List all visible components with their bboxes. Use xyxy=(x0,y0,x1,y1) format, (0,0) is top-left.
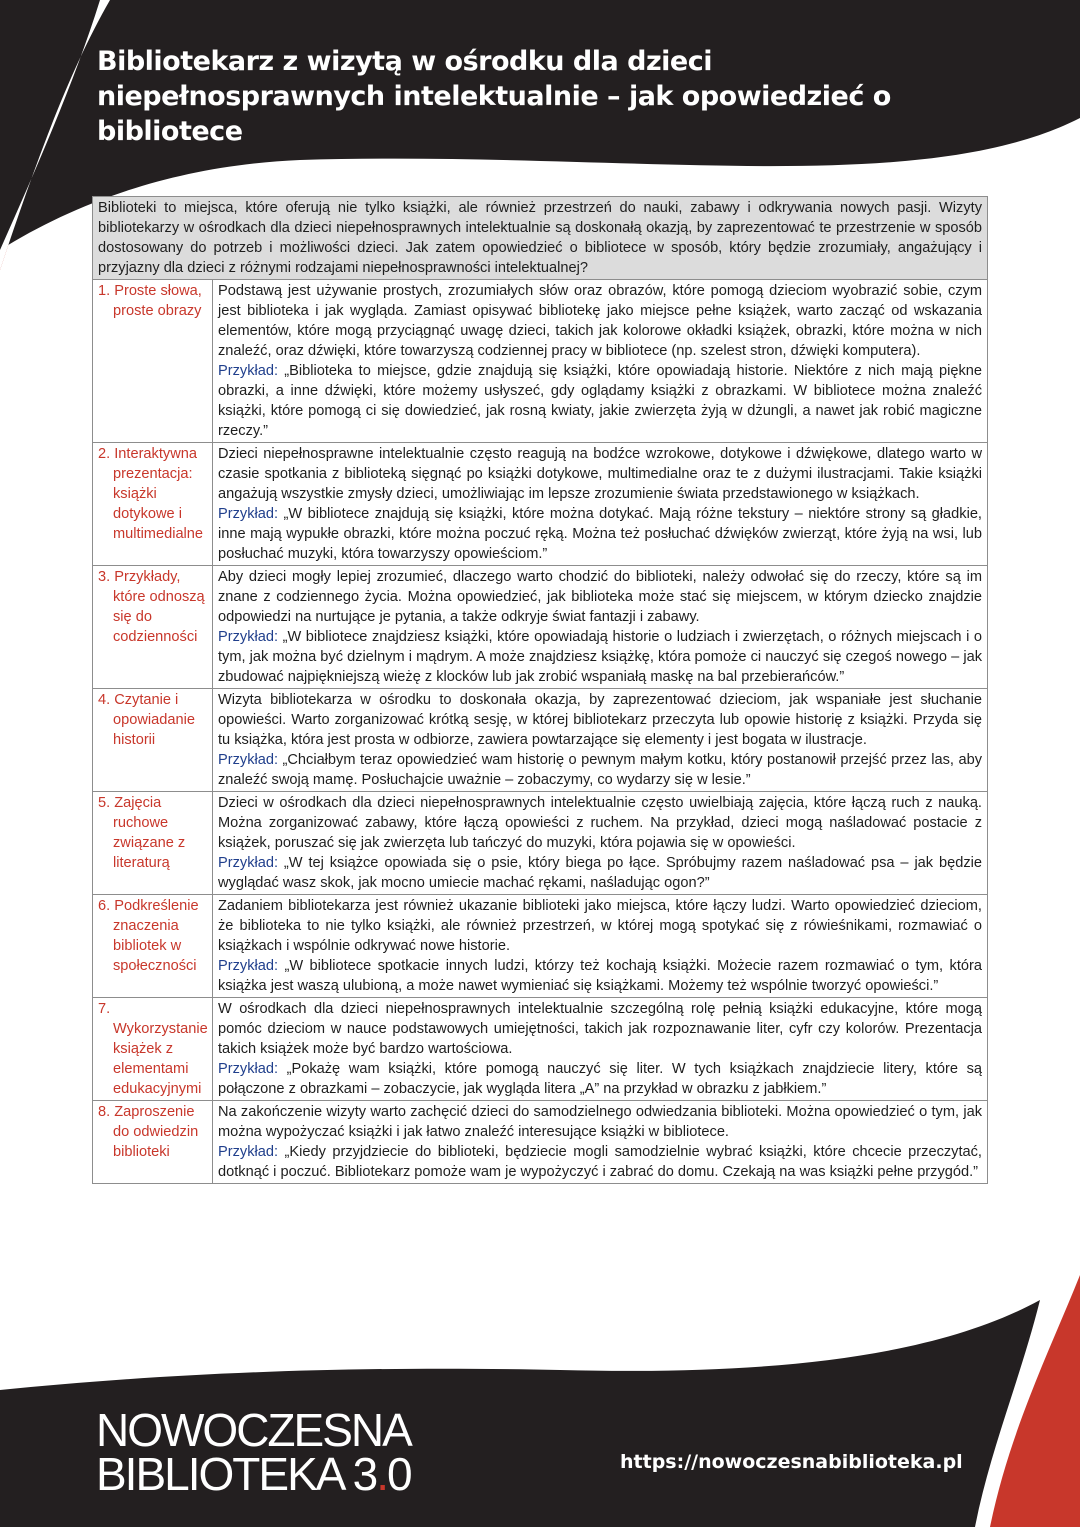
row-content xyxy=(213,895,988,998)
row-content xyxy=(213,792,988,895)
example-label: Przykład: xyxy=(218,629,279,645)
row-label xyxy=(93,1101,213,1184)
row-content xyxy=(213,566,988,689)
example-label: Przykład: xyxy=(218,855,279,871)
example-text: „W bibliotece spotkacie innych ludzi, którzy też kochają książki. Możecie razem rozmawiać o tym, która książka jest waszą ulubioną, a może nawet wymieniać się książkami. Możemy też wspólnie tworzyć opowieści.” xyxy=(218,958,982,994)
row-label-text: 1. Proste słowa, proste obrazy xyxy=(98,283,202,319)
example-label: Przykład: xyxy=(218,1144,279,1160)
table-row xyxy=(93,895,988,998)
logo-line-2 xyxy=(96,1448,426,1500)
row-label-text: 7. Wykorzystanie książek z elementami edukacyjnymi xyxy=(98,1001,208,1097)
row-text: Wizyta bibliotekarza w ośrodku to doskonała okazja, by zaprezentować dzieciom, jak wspaniałe jest słuchanie opowieści. Warto zorganizować krótką sesję, w której bibliotekarz przeczyta lub opowie historię z książki. Przyda się tu książka, która jest prosta w odbiorze, zawiera powtarzające się elementy i jest bogata w ilustracje. xyxy=(218,692,982,748)
example-label: Przykład: xyxy=(218,1061,279,1077)
table-row xyxy=(93,689,988,792)
row-label xyxy=(93,280,213,443)
example-label: Przykład: xyxy=(218,363,279,379)
logo-line-2-text: BIBLIOTEKA 3 xyxy=(96,1448,377,1500)
intro-text: Biblioteki to miejsca, które oferują nie tylko książki, ale również przestrzeń do nauki, zabawy i odkrywania nowych pasji. Wizyty bibliotekarzy w ośrodkach dla dzieci niepełnosprawnych intelektualnie są doskonałą okazją, by zaprezentować te przestrzenie w sposób dostosowany do potrzeb i możliwości dzieci. Jak zatem opowiedzieć o bibliotece w sposób, który będzie zrozumiały, angażujący i przyjazny dla dzieci z różnymi rodzajami niepełnosprawności intelektualnej? xyxy=(93,197,988,280)
row-label xyxy=(93,689,213,792)
row-label xyxy=(93,998,213,1101)
row-text: W ośrodkach dla dzieci niepełnosprawnych intelektualnie szczególną rolę pełnią książki edukacyjne, które mogą pomóc dzieciom w nauce podstawowych umiejętności, takich jak rozpoznawanie liter, cyfr czy kolorów. Prezentacja takich książek może być bardzo wartościowa. xyxy=(218,1001,982,1057)
table-row xyxy=(93,280,988,443)
row-label-text: 5. Zajęcia ruchowe związane z literaturą xyxy=(98,795,186,871)
example-label: Przykład: xyxy=(218,752,279,768)
content-table xyxy=(92,196,988,1184)
example-text: „Kiedy przyjdziecie do biblioteki, będziecie mogli samodzielnie wybrać książki, które chcecie przeczytać, dotknąć i poczuć. Bibliotekarz pomoże wam je wypożyczyć i zabrać do domu. Czekają na was książki pełne przygód.” xyxy=(218,1144,982,1180)
page-title: Bibliotekarz z wizytą w ośrodku dla dzieci niepełnosprawnych intelektualnie – jak opowiedzieć o bibliotece xyxy=(97,46,891,147)
example-text: „Biblioteka to miejsce, gdzie znajdują się książki, które opowiadają historie. Niektóre z nich mają piękne obrazki, a inne dźwięki, które możemy usłyszeć, gdy oglądamy książki z obrazkami. W bibliotece można znaleźć książki, które pomogą ci się dowiedzieć, jak rosną kwiaty, jakie zwierzęta żyją w dżungli, a nawet jak robić magiczne rzeczy.” xyxy=(218,363,982,439)
row-label-text: 4. Czytanie i opowiadanie historii xyxy=(98,692,195,748)
row-label xyxy=(93,443,213,566)
row-text: Podstawą jest używanie prostych, zrozumiałych słów oraz obrazów, które pomogą dzieciom wyobrazić sobie, czym jest biblioteka i jak wygląda. Zamiast opisywać bibliotekę jako miejsce pełne książek, warto zacząć od wskazania elementów, które mogą przyciągnąć uwagę dzieci, takich jak kolorowe okładki książek, obrazki, które można w nich znaleźć, oraz dźwięki, które towarzyszą codziennej pracy w bibliotece (np. szelest stron, dźwięki komputera). xyxy=(218,283,982,359)
row-text: Dzieci w ośrodkach dla dzieci niepełnosprawnych intelektualnie często uwielbiają zajęcia, które łączą ruch z nauką. Można zorganizować zabawy, które łączą opowieści z ruchem. Na przykład, dzieci mogą naśladować postacie z książek, poruszać się jak zwierzęta lub tańczyć do muzyki, która pojawia się w opowieści. xyxy=(218,795,982,851)
nowoczesna-biblioteka-logo xyxy=(96,1404,426,1500)
row-content xyxy=(213,1101,988,1184)
row-text: Zadaniem bibliotekarza jest również ukazanie biblioteki jako miejsca, które łączy ludzi. Warto opowiedzieć dzieciom, że biblioteka to nie tylko książki, ale również przestrzeń, w której mogą spotykać się z rówieśnikami, rozmawiać o książkach i wspólnie odkrywać nowe historie. xyxy=(218,898,982,954)
row-label-text: 8. Zaproszenie do odwiedzin biblioteki xyxy=(98,1104,199,1160)
row-content xyxy=(213,280,988,443)
row-content xyxy=(213,689,988,792)
row-text: Aby dzieci mogły lepiej zrozumieć, dlaczego warto chodzić do biblioteki, należy odwołać się do rzeczy, które są im znane z codziennego życia. Można opowiedzieć, jak biblioteka może stać się miejscem, w którym dziecko znajdzie odpowiedzi na nurtujące je pytania, a także odkryje świat fantazji i zabawy. xyxy=(218,569,982,625)
example-text: „Chciałbym teraz opowiedzieć wam historię o pewnym małym kotku, który postanowił przejść przez las, aby znaleźć swoją mamę. Posłuchajcie uważnie – zobaczymy, co wydarzy się w lesie.” xyxy=(218,752,982,788)
example-text: „W bibliotece znajdują się książki, które można dotykać. Mają różne tekstury – niektóre strony są gładkie, inne mają wypukłe obrazki, które można poczuć ręką. Można też posłuchać dźwięków zwierząt, które żyją na wsi, lub posłuchać muzyki, która towarzyszy opowieściom.” xyxy=(218,506,982,562)
intro-row xyxy=(93,197,988,280)
example-text: „W bibliotece znajdziesz książki, które opowiadają historie o ludziach i zwierzętach, o różnych miejscach i o tym, jak można być dzielnym i mądrym. A może znajdziesz książkę, która pomoże ci nauczyć się czegoś nowego – jak zbudować najpiękniejszą wieżę z klocków lub jak zrobić wspaniałą maskę na bal przebierańców.” xyxy=(218,629,982,685)
row-label xyxy=(93,895,213,998)
row-content xyxy=(213,443,988,566)
table-row xyxy=(93,566,988,689)
example-text: „W tej książce opowiada się o psie, który biega po łące. Spróbujmy razem naśladować psa – jak będzie wyglądać wasz skok, jak mocno umiecie machać rękami, naśladując ogon?” xyxy=(218,855,982,891)
logo-line-2-end: 0 xyxy=(387,1448,411,1500)
row-label-text: 3. Przykłady, które odnoszą się do codzienności xyxy=(98,569,205,645)
example-text: „Pokażę wam książki, które pomogą nauczyć się liter. W tych książkach znajdziecie litery, które są połączone z obrazkami – zobaczycie, jak wygląda litera „A” na przykład w obrazku z jabłkiem.” xyxy=(218,1061,982,1097)
table-row xyxy=(93,998,988,1101)
logo-red-dot: . xyxy=(376,1448,388,1500)
row-text: Dzieci niepełnosprawne intelektualnie często reagują na bodźce wzrokowe, dotykowe i dźwiękowe, dlatego warto w czasie spotkania z biblioteką sięgnąć po książki dotykowe, multimedialne oraz te z dużymi ilustracjami. Takie książki angażują wszystkie zmysły dzieci, umożliwiając im lepsze zrozumienie świata przedstawionego w książkach. xyxy=(218,446,982,502)
row-text: Na zakończenie wizyty warto zachęcić dzieci do samodzielnego odwiedzania biblioteki. Można opowiedzieć o tym, jak można wypożyczać książki i jak łatwo znaleźć interesujące książki w bibliotece. xyxy=(218,1104,982,1140)
table-row xyxy=(93,1101,988,1184)
row-label-text: 6. Podkreślenie znaczenia bibliotek w społeczności xyxy=(98,898,199,974)
table-row xyxy=(93,443,988,566)
row-label xyxy=(93,566,213,689)
example-label: Przykład: xyxy=(218,506,279,522)
logo-line-1: NOWOCZESNA xyxy=(96,1404,411,1456)
example-label: Przykład: xyxy=(218,958,279,974)
table-row xyxy=(93,792,988,895)
row-label xyxy=(93,792,213,895)
row-content xyxy=(213,998,988,1101)
row-label-text: 2. Interaktywna prezentacja: książki dotykowe i multimedialne xyxy=(98,446,204,542)
website-link[interactable]: https://nowoczesnabiblioteka.pl xyxy=(620,1451,963,1473)
